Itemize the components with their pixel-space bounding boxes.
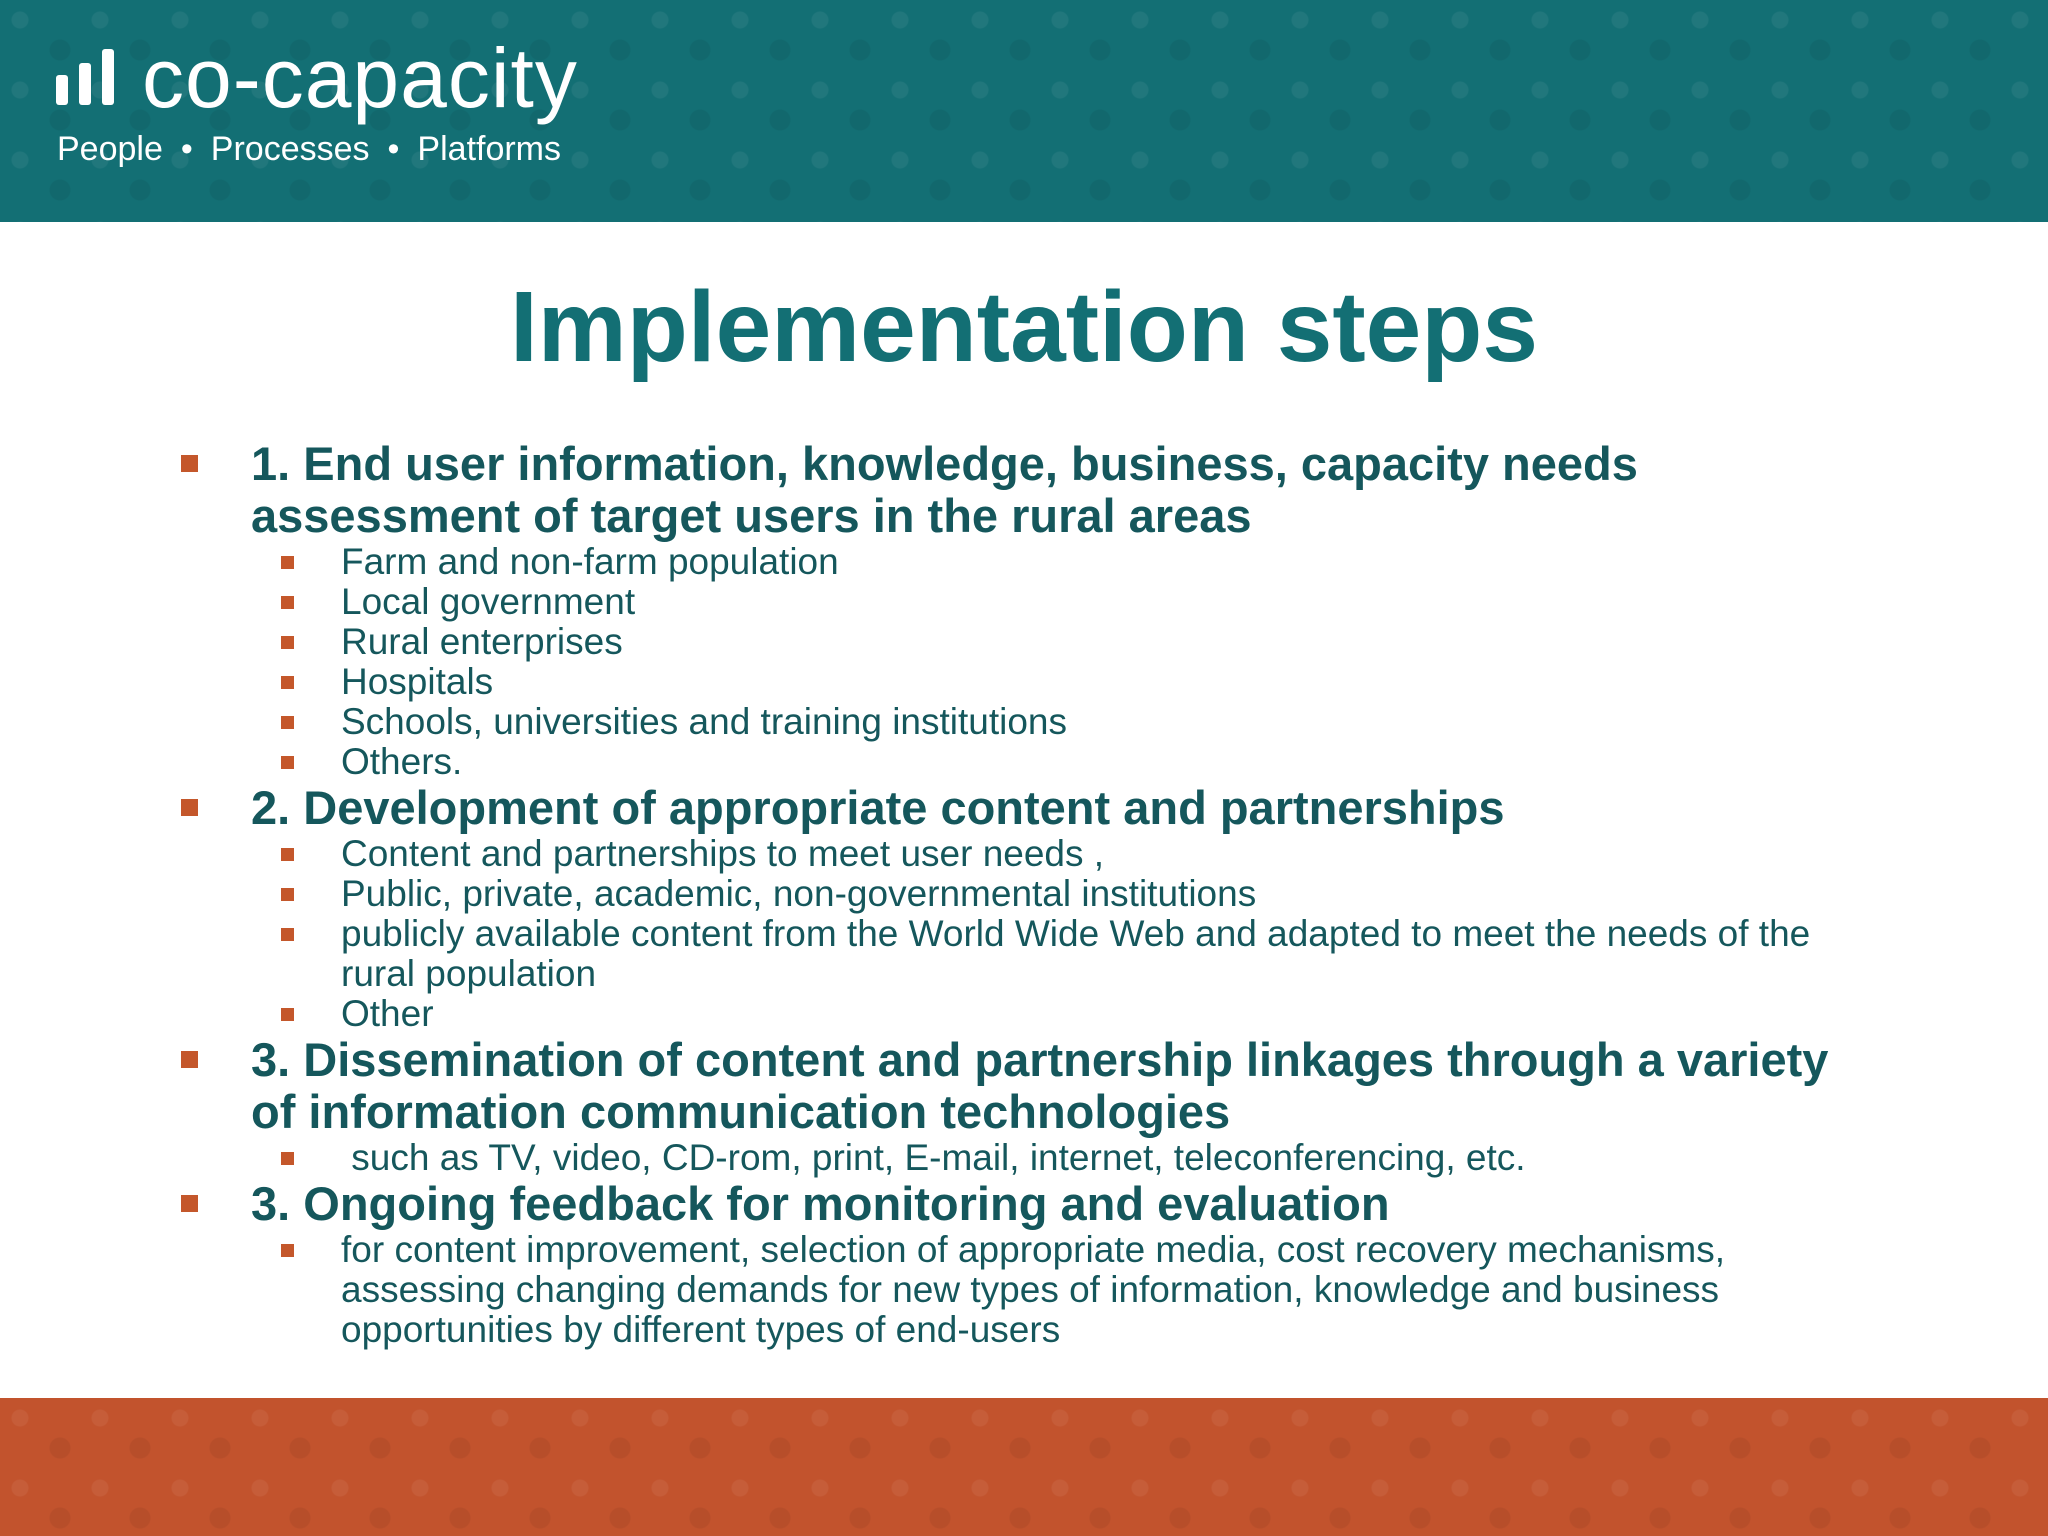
square-bullet-icon [181,1051,198,1068]
footer-band [0,1398,2048,1536]
square-bullet-icon [281,888,294,901]
sub-bullet-text: Content and partnerships to meet user needs , [341,833,1105,874]
square-bullet-icon [281,756,294,769]
tagline [57,128,561,170]
bullet-list [176,438,1876,1350]
square-bullet-icon [281,848,294,861]
tagline-separator: • [387,130,400,168]
square-bullet-icon [281,676,294,689]
square-bullet-icon [181,1195,198,1212]
sub-bullet-text: such as TV, video, CD-rom, print, E-mail, internet, teleconferencing, etc. [341,1137,1526,1178]
tagline-people: People [57,130,163,168]
sub-bullet-text: publicly available content from the World Wide Web and adapted to meet the needs of the rural population [341,913,1811,994]
square-bullet-icon [281,636,294,649]
sub-bullet-text: Schools, universities and training institutions [341,701,1067,742]
sub-bullet-text: Other [341,993,434,1034]
sub-bullet-text: Others. [341,741,463,782]
bullet-item [176,782,1876,834]
sub-bullet-text: Rural enterprises [341,621,623,662]
square-bullet-icon [281,716,294,729]
sub-bullet-item [176,742,1876,782]
sub-bullet-item [176,622,1876,662]
sub-bullet-item [176,1138,1876,1178]
sub-bullet-item [176,994,1876,1034]
bullet-text: 2. Development of appropriate content and partnerships [251,781,1505,834]
bullet-text: 3. Dissemination of content and partnership linkages through a variety of information communication technologies [251,1033,1829,1138]
sub-bullet-item [176,874,1876,914]
sub-bullet-item [176,542,1876,582]
sub-bullet-item [176,834,1876,874]
bullet-item [176,1034,1876,1138]
square-bullet-icon [181,455,198,472]
sub-bullet-text: Hospitals [341,661,494,702]
bar-chart-logo-icon [56,49,118,105]
sub-bullet-item [176,662,1876,702]
tagline-processes: Processes [210,130,370,168]
sub-bullet-text: for content improvement, selection of appropriate media, cost recovery mechanisms, assessing changing demands for new types of information, knowledge and business opportunities by different types of end-users [341,1229,1726,1350]
square-bullet-icon [181,799,198,816]
sub-bullet-item [176,582,1876,622]
sub-bullet-item [176,914,1876,994]
tagline-platforms: Platforms [417,130,562,168]
square-bullet-icon [281,556,294,569]
square-bullet-icon [281,1244,294,1257]
sub-bullet-text: Farm and non-farm population [341,541,839,582]
sub-bullet-item [176,702,1876,742]
bullet-text: 1. End user information, knowledge, business, capacity needs assessment of target users in the rural areas [251,437,1638,542]
square-bullet-icon [281,1152,294,1165]
sub-bullet-text: Public, private, academic, non-governmental institutions [341,873,1257,914]
bullet-item [176,1178,1876,1230]
square-bullet-icon [281,1008,294,1021]
tagline-separator: • [180,130,193,168]
sub-bullet-text: Local government [341,581,636,622]
header-banner [0,0,2048,222]
logo-text: co-capacity [142,31,578,125]
slide-title: Implementation steps [510,271,1538,383]
bullet-item [176,438,1876,542]
bullet-text: 3. Ongoing feedback for monitoring and evaluation [251,1177,1390,1230]
square-bullet-icon [281,596,294,609]
square-bullet-icon [281,928,294,941]
sub-bullet-item [176,1230,1876,1350]
